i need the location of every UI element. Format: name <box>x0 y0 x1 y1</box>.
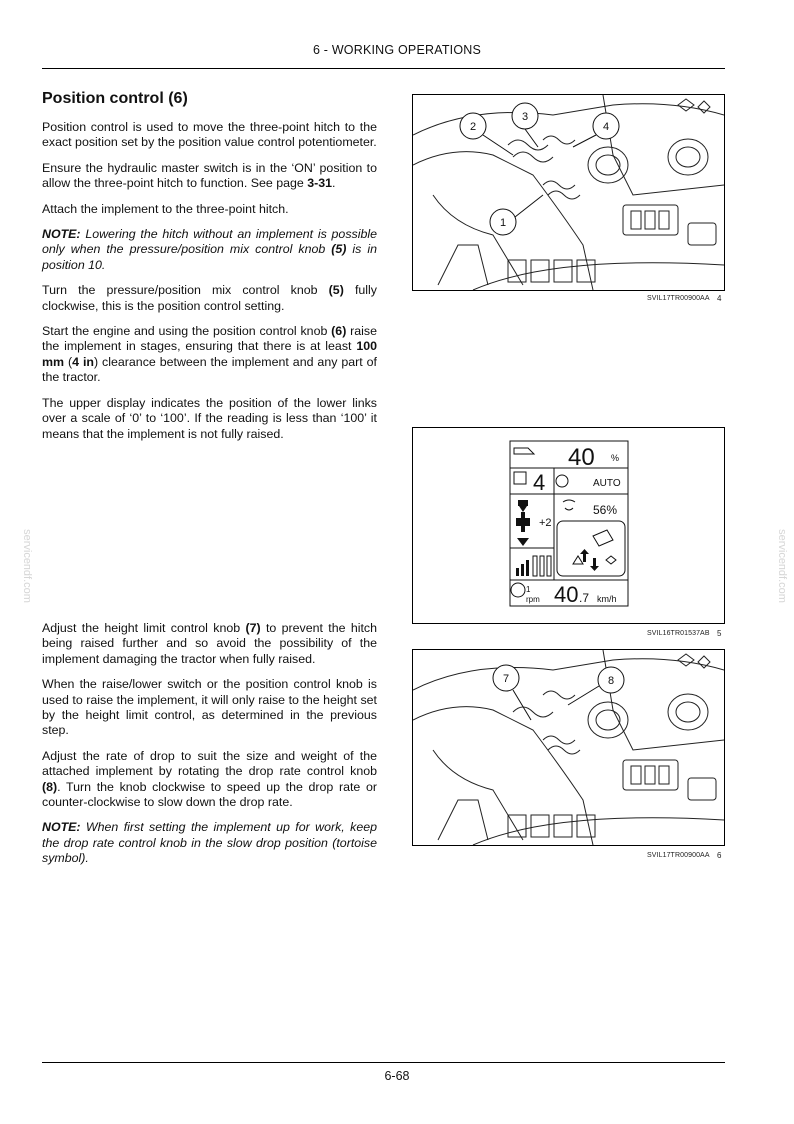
callout-8: 8 <box>607 675 615 687</box>
footer-rule <box>42 1062 725 1063</box>
page-reference[interactable]: 3-31 <box>307 176 333 191</box>
figure-6-number: 6 <box>717 851 722 860</box>
display-rpm-label: rpm <box>526 595 540 604</box>
paragraph-start-engine: Start the engine and using the position control knob (6) raise the implement in stages, ensuring that there is at least 100 mm (4 in) clearance between the implement and any part of the tractor. <box>42 324 377 385</box>
display-gear: 4 <box>533 470 546 495</box>
paragraph-intro: Position control is used to move the three-point hitch to the exact position set by the position value control potentiometer. <box>42 120 377 150</box>
callout-2: 2 <box>469 121 477 133</box>
figure-4-controls-photo <box>412 94 725 291</box>
paragraph-master-switch: Ensure the hydraulic master switch is in the ‘ON’ position to allow the three-point hitch to function. See page 3-31. <box>42 160 377 191</box>
display-plus-two: +2 <box>539 517 552 529</box>
text-column-upper <box>42 90 377 452</box>
display-hitch-position: 40 <box>568 444 595 471</box>
header-rule <box>42 68 725 69</box>
watermark-left: serviceпdf.com <box>20 529 33 603</box>
section-heading: Position control (6) <box>42 90 188 107</box>
paragraph-upper-display: The upper display indicates the position of the lower links over a scale of ‘0’ to ‘100’. If the reading is less than ‘100’ it means that the implement is not fully raised. <box>42 395 377 441</box>
running-header: 6 - WORKING OPERATIONS <box>312 43 482 57</box>
display-speed-unit: km/h <box>597 594 617 604</box>
note-first-setting: NOTE: When first setting the implement up for work, keep the drop rate control knob in the slow drop position (tortoise symbol). <box>42 820 377 866</box>
page-number: 6-68 <box>384 1069 410 1083</box>
display-wheel-slip: 56% <box>593 503 618 517</box>
callout-3: 3 <box>521 111 529 123</box>
note-lowering: NOTE: Lowering the hitch without an implement is possible only when the pressure/position mix control knob (5) is in position 10. <box>42 227 377 272</box>
display-speed: 40 <box>554 582 579 607</box>
display-pto-mode: AUTO <box>593 478 621 489</box>
figure-5-number: 5 <box>717 629 722 638</box>
figure-5-code: SVIL16TR01537AB <box>647 630 710 637</box>
instrument-display <box>413 428 724 623</box>
callout-7: 7 <box>502 673 510 685</box>
figure-6-controls-photo <box>412 649 725 846</box>
display-speed-decimal: .7 <box>579 591 590 605</box>
paragraph-drop-rate: Adjust the rate of drop to suit the size and weight of the attached implement by rotating the drop rate control knob (8). Turn the knob clockwise to speed up the drop rate or counter-clockwise to slow down the drop rate. <box>42 748 377 810</box>
paragraph-raise-lower: When the raise/lower switch or the position control knob is used to raise the implement, it will only raise to the height set by the height limit control, as determined in the previous step. <box>42 677 377 738</box>
text-column-lower <box>42 621 377 877</box>
paragraph-attach: Attach the implement to the three-point hitch. <box>42 201 289 216</box>
callout-4: 4 <box>602 121 610 133</box>
display-rpm-number: 1 <box>526 585 531 594</box>
display-percent-symbol: % <box>611 453 620 463</box>
callout-1: 1 <box>499 217 507 229</box>
figure-6-code: SVIL17TR00900AA <box>647 852 710 859</box>
control-console-illustration-2 <box>413 650 724 845</box>
paragraph-mix-knob: Turn the pressure/position mix control knob (5) fully clockwise, this is the position control setting. <box>42 283 377 313</box>
figure-4-code: SVIL17TR00900AA <box>647 295 710 302</box>
figure-5-display <box>412 427 725 624</box>
watermark-right: serviceпdf.com <box>775 529 788 603</box>
paragraph-height-limit: Adjust the height limit control knob (7) to prevent the hitch being raised further and so avoid the possibility of the implement damaging the tractor when fully raised. <box>42 621 377 666</box>
figure-4-number: 4 <box>717 294 722 303</box>
control-console-illustration <box>413 95 724 290</box>
